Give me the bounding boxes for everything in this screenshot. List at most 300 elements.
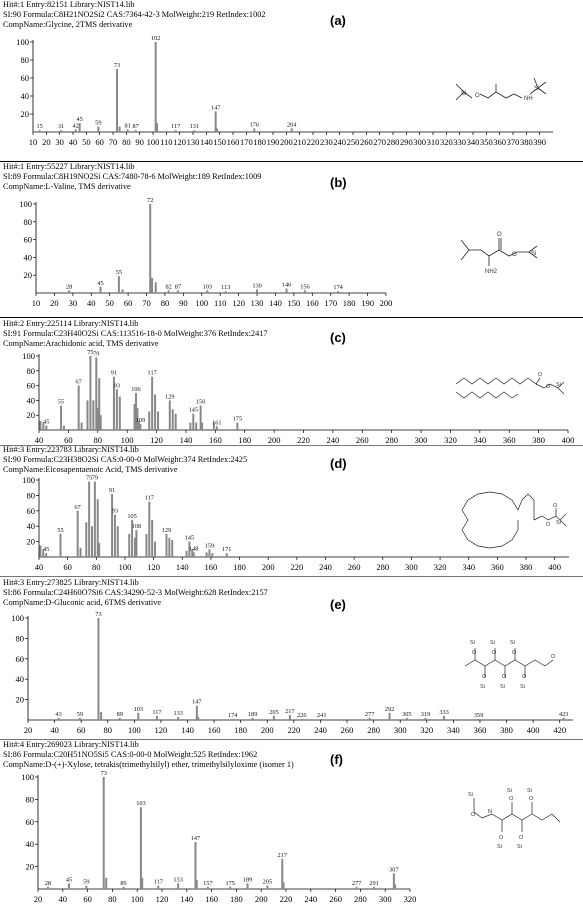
spectrum-peak <box>193 552 195 557</box>
x-tick-label: 80 <box>103 725 113 735</box>
spectrum-peak <box>156 716 158 720</box>
peak-label: 45 <box>43 546 50 554</box>
x-tick-label: 240 <box>304 894 318 904</box>
x-tick-label: 160 <box>208 435 222 445</box>
spectrum-peak <box>91 526 93 557</box>
x-tick-label: 20 <box>42 137 51 147</box>
structure-f-label-1: Si <box>468 792 473 798</box>
panel-b-header-line-1: Hit#:1 Entry:55227 Library:NIST14.lib <box>3 162 135 171</box>
spectrum-peak <box>175 414 177 430</box>
peak-label: 55 <box>57 526 64 534</box>
structure-f-label-5: Si <box>497 844 502 850</box>
x-tick-label: 260 <box>355 435 369 445</box>
x-tick-label: 220 <box>290 562 304 572</box>
peak-label: 130 <box>252 282 262 290</box>
x-tick-label: 320 <box>444 435 457 445</box>
x-tick-label: 120 <box>173 137 187 147</box>
spectrum-peak <box>229 887 231 889</box>
x-tick-label: 80 <box>160 298 170 308</box>
panel-d-label: (d) <box>330 456 347 471</box>
structure-a-label-4: O <box>475 93 480 99</box>
peak-label: 226 <box>297 711 307 719</box>
structure-f-label-7: Si <box>507 788 512 794</box>
spectrum-peak <box>156 123 158 132</box>
structure-a-label-3: Si <box>534 86 540 92</box>
structure-b-label-2: O <box>512 252 517 258</box>
y-tick-label: 20 <box>23 270 32 281</box>
spectrum-peak <box>60 406 62 430</box>
panel-f-header-line-3: CompName:D-(+)-Xylose, tetrakis(trimethylsilyl) ether, trimethylsilyloxime (isomer 1) <box>3 760 294 770</box>
spectrum-peak <box>39 130 41 132</box>
x-tick-label: 280 <box>367 725 380 735</box>
x-tick-label: 70 <box>142 298 151 308</box>
structure-b-label-3: Si <box>531 251 537 257</box>
panel-separator <box>0 317 583 318</box>
peak-label: 291 <box>369 879 379 887</box>
x-tick-label: 20 <box>50 298 59 308</box>
glycine-2tms-structure-icon <box>450 70 560 110</box>
structure-e-label-12: O <box>522 674 527 680</box>
peak-label: 45 <box>76 116 83 123</box>
structure-f-label-10: O <box>529 796 534 802</box>
panel-f-header-line-1: Hit#:4 Entry:269023 Library:NIST14.lib <box>3 740 139 749</box>
spectrum-peak <box>304 290 306 293</box>
spectrum-peak <box>60 130 62 132</box>
peak-label: 28 <box>44 879 52 887</box>
panel-e-header-line-1: Hit#:3 Entry:273825 Library:NIST14.lib <box>3 578 139 587</box>
spectrum-peak <box>252 718 254 720</box>
x-tick-label: 40 <box>68 137 78 147</box>
peak-label: 109 <box>135 417 146 425</box>
x-tick-label: 400 <box>548 562 562 572</box>
peak-label: 129 <box>161 526 172 534</box>
x-tick-label: 380 <box>519 137 533 147</box>
spectrum-peak <box>226 553 228 557</box>
spectrum-peak <box>273 716 275 720</box>
spectrum-peak <box>563 718 565 720</box>
x-tick-label: 350 <box>479 137 493 147</box>
spectrum-peak <box>116 389 118 430</box>
peak-label: 117 <box>153 878 163 886</box>
x-tick-label: 60 <box>76 725 86 735</box>
peak-label: 55 <box>115 269 123 277</box>
peak-label: 129 <box>165 393 175 401</box>
peak-label: 205 <box>262 878 273 886</box>
y-tick-label: 60 <box>23 234 32 245</box>
x-tick-label: 180 <box>342 298 356 308</box>
spectrum-peak <box>266 886 268 889</box>
peak-label: 87 <box>132 123 139 131</box>
x-tick-label: 60 <box>95 137 104 147</box>
x-tick-label: 240 <box>319 562 332 572</box>
peak-label: 131 <box>189 123 200 131</box>
x-tick-label: 290 <box>399 137 413 147</box>
peak-label: 102 <box>150 36 161 42</box>
x-tick-label: 50 <box>82 137 91 147</box>
x-tick-label: 120 <box>232 298 246 308</box>
spectrum-peak <box>389 713 391 720</box>
x-tick-label: 240 <box>333 137 347 147</box>
y-tick-label: 100 <box>22 351 35 361</box>
peak-label: 79 <box>91 474 99 482</box>
structure-d-label-2: O <box>546 522 551 528</box>
spectrum-peak <box>321 719 323 720</box>
x-tick-label: 260 <box>347 562 361 572</box>
peak-label: 176 <box>249 121 260 129</box>
peak-label: 117 <box>171 123 181 131</box>
spectrum-peak <box>118 276 120 293</box>
y-tick-label: 80 <box>26 490 35 501</box>
spectrum-peak <box>97 127 99 132</box>
x-tick-label: 140 <box>199 137 213 147</box>
x-tick-label: 280 <box>386 137 400 147</box>
spectrum-peak <box>119 127 121 132</box>
peak-label: 161 <box>212 419 222 427</box>
x-tick-label: 140 <box>175 562 189 572</box>
peak-label: 59 <box>76 710 83 718</box>
arachidonic-acid-tms-structure-icon <box>452 366 572 410</box>
peak-label: 73 <box>100 771 107 777</box>
peak-label: 133 <box>173 876 183 884</box>
x-tick-label: 180 <box>230 894 243 904</box>
panel-c-label: (c) <box>330 330 346 345</box>
structure-f-label-9: Si <box>517 844 522 850</box>
xylose-tms-oxime-structure-icon <box>460 782 572 864</box>
spectrum-peak <box>186 551 188 557</box>
spectrum-peak <box>78 386 80 430</box>
spectrum-peak <box>157 886 159 889</box>
x-tick-label: 340 <box>446 725 460 735</box>
structure-f-label-3: N <box>488 809 492 815</box>
x-tick-label: 110 <box>213 298 227 308</box>
peak-label: 307 <box>389 866 399 874</box>
x-tick-label: 200 <box>379 298 393 308</box>
spectrum-peak <box>154 394 156 430</box>
spectrum-peak <box>155 42 157 132</box>
x-tick-label: 420 <box>553 725 567 735</box>
spectrum-peak <box>114 515 116 557</box>
panel-d-header-line-2: SI:90 Formula:C23H38O2Si CAS:0-00-0 MolWeight:374 RetIndex:2425 <box>3 455 248 465</box>
structure-c-label-1: O <box>538 372 543 378</box>
spectrum-peak <box>151 520 153 557</box>
spectrum-peak <box>117 526 119 557</box>
y-tick-label: 20 <box>20 109 29 119</box>
peak-label: 292 <box>384 705 395 713</box>
spectrum-peak <box>68 883 70 889</box>
spectrum-peak <box>86 400 88 430</box>
x-tick-label: 300 <box>414 435 428 445</box>
peak-label: 146 <box>281 281 292 289</box>
panel-separator <box>0 576 583 577</box>
x-tick-label: 220 <box>306 137 320 147</box>
x-tick-label: 230 <box>319 137 333 147</box>
spectrum-peak <box>207 887 209 889</box>
spectrum-peak <box>140 807 142 889</box>
spectrum-peak <box>193 130 195 132</box>
x-tick-label: 140 <box>180 894 194 904</box>
spectrum-peak <box>105 878 107 889</box>
structure-e-label-6: O <box>512 650 517 656</box>
spectrum-peak <box>100 712 102 720</box>
panel-e-label: (e) <box>330 597 346 612</box>
panel-a-header-line-1: Hit#:1 Entry:82151 Library:NIST14.lib <box>3 0 135 9</box>
x-tick-label: 60 <box>83 894 92 904</box>
peak-label: 93 <box>111 507 119 515</box>
spectrum-peak <box>77 511 79 557</box>
x-tick-label: 160 <box>204 562 218 572</box>
spectrum-peak <box>155 282 157 293</box>
spectrum-peak <box>165 534 167 557</box>
x-tick-label: 240 <box>314 725 327 735</box>
spectrum-peak <box>216 426 218 430</box>
y-tick-label: 20 <box>26 410 35 421</box>
y-tick-label: 60 <box>15 653 24 664</box>
x-tick-label: 260 <box>340 725 354 735</box>
peak-label: 79 <box>93 350 100 358</box>
y-tick-label: 80 <box>20 55 29 65</box>
peak-label: 147 <box>190 834 201 842</box>
x-tick-label: 180 <box>238 435 252 445</box>
spectrum-peak <box>111 494 113 557</box>
eicosapentaenoic-acid-tms-structure-icon <box>448 480 573 556</box>
peak-label: 189 <box>247 710 258 718</box>
spectrum-peak <box>201 423 203 430</box>
spectrum-peak <box>58 718 60 720</box>
panel-c-header-line-1: Hit#:2 Entry:225114 Library:NIST14.lib <box>3 319 139 328</box>
y-tick-label: 20 <box>26 536 35 547</box>
x-tick-label: 280 <box>385 435 399 445</box>
y-tick-label: 60 <box>25 816 34 827</box>
x-tick-label: 300 <box>378 894 392 904</box>
x-tick-label: 390 <box>533 137 547 147</box>
x-tick-label: 40 <box>58 894 68 904</box>
x-tick-label: 200 <box>254 894 268 904</box>
x-tick-label: 300 <box>405 562 418 572</box>
x-tick-label: 80 <box>122 137 131 147</box>
peak-label: 156 <box>300 283 310 291</box>
y-tick-label: 60 <box>20 73 29 83</box>
structure-e-label-9: Si <box>500 684 505 690</box>
spectrum-peak <box>135 530 137 557</box>
spectrum-peak <box>137 713 139 720</box>
x-tick-label: 260 <box>359 137 373 147</box>
panel-b-header-line-3: CompName:L-Valine, TMS derivative <box>3 182 131 192</box>
spectrum-peak <box>97 618 99 720</box>
spectrum-peak <box>103 777 105 889</box>
x-tick-label: 50 <box>105 298 114 308</box>
structure-e-label-5: Si <box>510 640 515 646</box>
spectrum-peak <box>39 421 41 430</box>
panel-e-header-line-2: SI:86 Formula:C24H60O7Si6 CAS:34290-52-3 MolWeight:628 RetIndex:2157 <box>3 588 268 598</box>
x-tick-label: 220 <box>279 894 293 904</box>
peak-label: 204 <box>286 121 297 129</box>
x-tick-label: 200 <box>261 562 275 572</box>
spectrum-peak <box>139 424 141 430</box>
spectrum-peak <box>232 719 234 720</box>
x-tick-label: 140 <box>269 298 282 308</box>
x-tick-label: 380 <box>519 562 533 572</box>
x-tick-label: 40 <box>34 435 44 445</box>
x-tick-label: 280 <box>354 894 367 904</box>
peak-label: 103 <box>136 800 146 808</box>
peak-label: 82 <box>165 283 172 291</box>
x-tick-label: 130 <box>250 298 264 308</box>
x-tick-label: 270 <box>373 137 387 147</box>
peak-label: 105 <box>127 513 137 521</box>
x-tick-label: 100 <box>146 137 160 147</box>
structure-f-label-4: O <box>499 835 504 841</box>
structure-e-label-1: Si <box>470 640 475 646</box>
peak-label: 89 <box>116 710 123 718</box>
spectrum-peak <box>85 522 87 557</box>
peak-label: 75 <box>85 474 93 482</box>
peak-label: 59 <box>95 119 102 127</box>
peak-label: 108 <box>131 523 142 531</box>
x-tick-label: 100 <box>127 725 141 735</box>
x-tick-label: 80 <box>92 562 101 572</box>
y-tick-label: 40 <box>25 839 34 850</box>
peak-label: 28 <box>66 283 73 291</box>
spectrum-peak <box>154 542 156 557</box>
x-tick-label: 300 <box>413 137 427 147</box>
spectrum-peak <box>236 423 238 430</box>
peak-label: 91 <box>108 486 116 494</box>
x-tick-label: 400 <box>561 435 575 445</box>
spectrum-peak <box>337 291 339 293</box>
y-tick-label: 20 <box>25 861 34 872</box>
x-tick-label: 100 <box>130 894 144 904</box>
x-tick-label: 300 <box>393 725 407 735</box>
spectrum-peak <box>256 289 258 293</box>
x-tick-label: 320 <box>420 725 434 735</box>
x-tick-label: 140 <box>181 725 194 735</box>
structure-f-label-6: O <box>509 796 514 802</box>
peak-label: 113 <box>221 284 231 292</box>
spectrum-peak <box>168 290 170 293</box>
x-tick-label: 70 <box>108 137 118 147</box>
structure-e-label-8: O <box>482 674 487 680</box>
peak-label: 117 <box>147 369 157 377</box>
structure-b-label-1: O <box>497 232 502 238</box>
x-tick-label: 10 <box>31 298 41 308</box>
spectrum-peak <box>116 69 118 132</box>
spectrum-peak <box>443 716 445 720</box>
peak-label: 45 <box>65 876 73 884</box>
structure-f-label-11: Si <box>527 788 532 794</box>
x-tick-label: 340 <box>473 435 487 445</box>
x-tick-label: 20 <box>33 894 43 904</box>
x-tick-label: 160 <box>305 298 319 308</box>
spectrum-peak <box>151 278 153 293</box>
y-tick-label: 100 <box>21 772 34 782</box>
y-tick-label: 40 <box>23 252 32 263</box>
spectrum-peak <box>119 718 121 720</box>
peak-label: 174 <box>333 284 343 292</box>
spectrum-peak <box>81 423 83 430</box>
x-tick-label: 220 <box>297 435 310 445</box>
spectrum-peak <box>172 409 174 430</box>
spectrum-peak <box>169 400 171 430</box>
spectrum-peak <box>128 534 130 557</box>
x-tick-label: 200 <box>267 435 281 445</box>
y-tick-label: 40 <box>15 674 24 685</box>
spectrum-peak <box>151 377 153 430</box>
spectrum-peak <box>168 538 170 557</box>
spectrum-peak <box>45 553 47 557</box>
panel-b-header <box>3 162 261 193</box>
structure-d-label-3: Si <box>556 520 561 526</box>
peak-label: 31 <box>57 123 65 131</box>
y-tick-label: 100 <box>11 613 24 623</box>
x-tick-label: 130 <box>186 137 200 147</box>
panel-f-header-line-2: SI:86 Formula:C20H51NO5Si5 CAS:0-00-0 MolWeight:525 RetIndex:1962 <box>3 750 258 760</box>
panel-b-label: (b) <box>330 175 347 190</box>
spectrum-peak <box>177 717 179 720</box>
peak-label: 103 <box>202 283 213 291</box>
x-tick-label: 100 <box>195 298 209 308</box>
x-tick-label: 250 <box>346 137 360 147</box>
y-tick-label: 100 <box>19 199 32 209</box>
structure-e-label-7: Si <box>480 684 485 690</box>
x-tick-label: 400 <box>526 725 540 735</box>
peak-label: 103 <box>133 705 144 713</box>
x-tick-label: 240 <box>326 435 340 445</box>
x-tick-label: 380 <box>500 725 513 735</box>
spectrum-peak <box>478 719 480 720</box>
spectrum-peak <box>177 290 179 293</box>
spectrum-peak <box>89 356 91 430</box>
spectrum-peak <box>283 882 285 889</box>
spectrum-peak <box>145 534 147 557</box>
spectrum-peak <box>148 412 150 431</box>
spectrum-peak <box>171 540 173 557</box>
x-tick-label: 170 <box>324 298 338 308</box>
x-tick-label: 220 <box>287 725 301 735</box>
x-tick-label: 180 <box>253 137 267 147</box>
spectrum-peak <box>148 502 150 557</box>
panel-a-header <box>3 0 266 31</box>
spectrum-peak <box>88 482 90 557</box>
spectrum-peak <box>424 718 426 720</box>
spectrum-peak <box>289 715 291 720</box>
spectrum-peak <box>157 412 159 431</box>
peak-label: 145 <box>188 406 199 414</box>
spectrum-peak <box>59 534 61 557</box>
x-tick-label: 120 <box>155 894 169 904</box>
panel-c-header <box>3 319 268 350</box>
y-tick-label: 100 <box>16 37 29 47</box>
peak-label: 55 <box>57 398 65 406</box>
spectrum-peak <box>135 130 137 132</box>
x-tick-label: 160 <box>207 725 221 735</box>
gluconic-acid-6tms-structure-icon <box>455 620 570 700</box>
y-tick-label: 60 <box>26 380 35 391</box>
panel-a-header-line-2: SI:90 Formula:C8H21NO2Si2 CAS:7364-42-3 MolWeight:219 RetIndex:1002 <box>3 10 266 20</box>
peak-label: 67 <box>75 378 82 386</box>
x-tick-label: 40 <box>34 562 44 572</box>
peak-label: 59 <box>83 878 90 886</box>
x-tick-label: 210 <box>293 137 307 147</box>
panel-d-header-line-3: CompName:Eicosapentaenoic Acid, TMS derivative <box>3 465 178 475</box>
peak-label: 205 <box>269 708 279 716</box>
spectrum-peak <box>286 289 288 293</box>
structure-e-label-2: O <box>472 650 477 656</box>
x-tick-label: 360 <box>491 562 504 572</box>
x-tick-label: 160 <box>205 894 218 904</box>
x-tick-label: 60 <box>64 435 73 445</box>
peak-label: 91 <box>110 369 118 377</box>
y-tick-label: 80 <box>15 633 24 644</box>
